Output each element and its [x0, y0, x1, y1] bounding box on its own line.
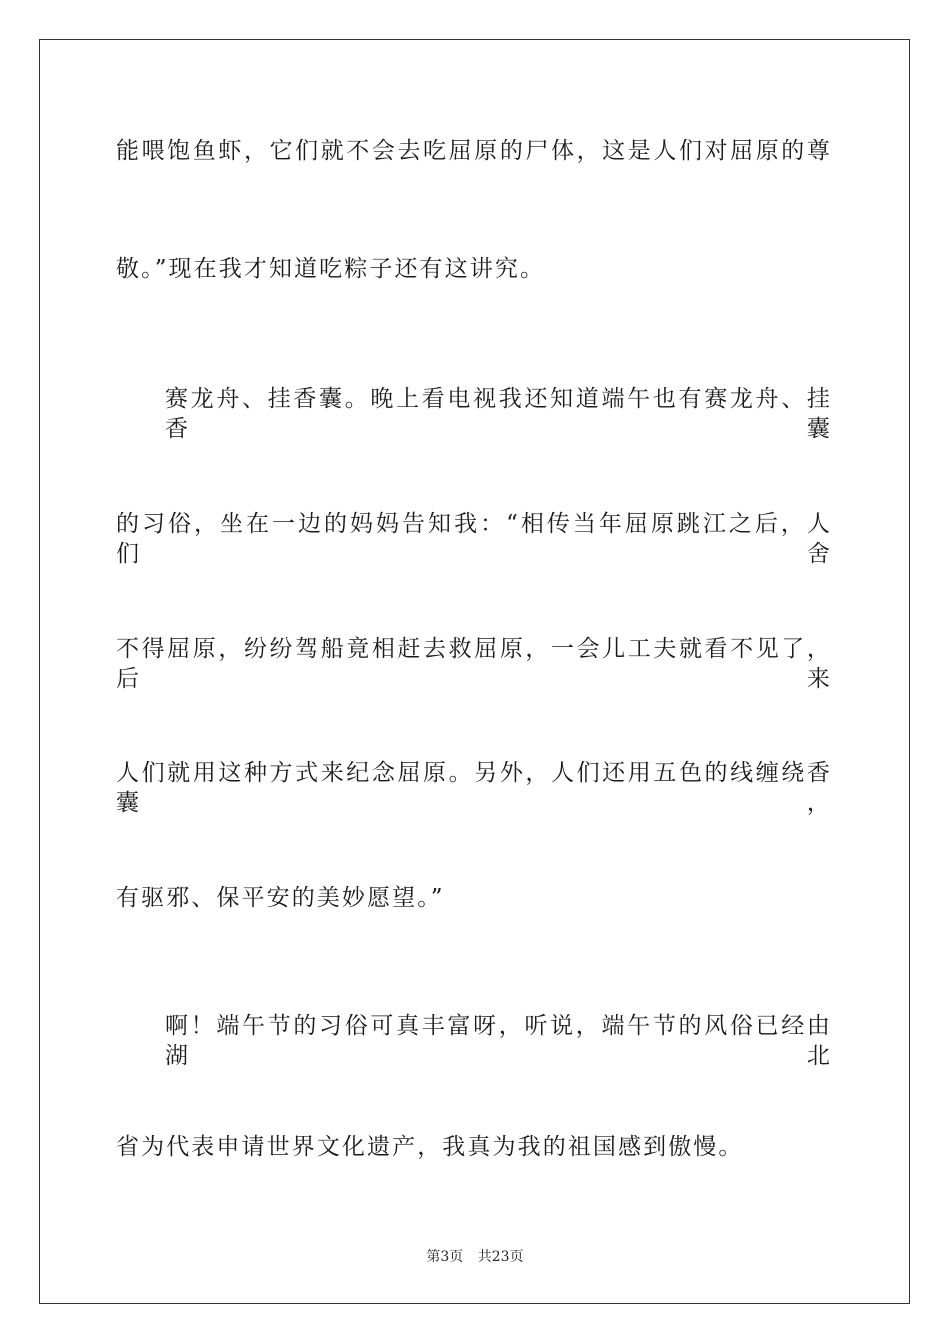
text-line-3: 赛龙舟、挂香囊。晚上看电视我还知道端午也有赛龙舟、挂香囊 — [165, 386, 832, 442]
text-line-9: 省为代表申请世界文化遗产，我真为我的祖国感到傲慢。 — [116, 1134, 744, 1160]
text-line-1: 能喂饱鱼虾，它们就不会去吃屈原的尸体，这是人们对屈原的尊 — [116, 138, 832, 164]
text-line-2: 敬。”现在我才知道吃粽子还有这讲究。 — [116, 256, 546, 282]
text-line-8: 啊！端午节的习俗可真丰富呀，听说，端午节的风俗已经由湖北 — [165, 1013, 832, 1069]
page-number: 第3页 — [426, 1249, 464, 1265]
text-line-6: 人们就用这种方式来纪念屈原。另外，人们还用五色的线缠绕香囊， — [116, 760, 832, 816]
text-line-7: 有驱邪、保平安的美妙愿望。” — [116, 885, 445, 911]
total-pages: 共23页 — [477, 1249, 524, 1265]
text-line-5: 不得屈原，纷纷驾船竟相赶去救屈原，一会儿工夫就看不见了，后来 — [116, 636, 832, 692]
text-line-4: 的习俗，坐在一边的妈妈告知我：“相传当年屈原跳江之后，人们舍 — [116, 511, 832, 567]
page-footer — [0, 1248, 950, 1266]
